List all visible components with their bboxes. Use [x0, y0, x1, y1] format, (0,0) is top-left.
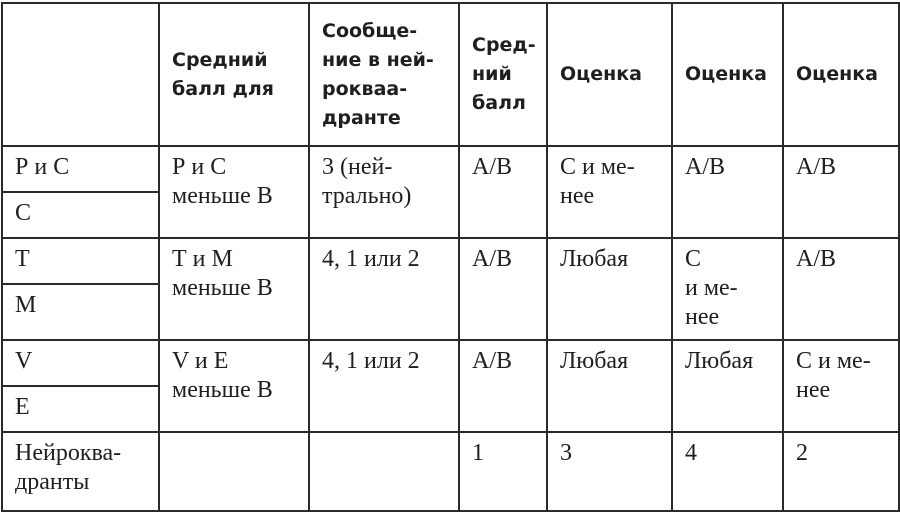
table-cell: C и ме- нее — [783, 340, 899, 432]
header-average-for: Средний балл для — [159, 3, 309, 146]
table-cell: Любая — [547, 238, 672, 340]
neuroquadrant-table — [1, 2, 900, 512]
table-cell: 4, 1 или 2 — [309, 238, 459, 340]
table-cell: 4 — [672, 432, 783, 511]
table-cell: 3 — [547, 432, 672, 511]
table-cell: C и ме- нее — [547, 146, 672, 238]
table-cell — [309, 432, 459, 511]
table-row — [2, 146, 899, 192]
footer-row — [2, 432, 899, 511]
table-cell: 3 (ней- трально) — [309, 146, 459, 238]
table-cell: A/B — [459, 238, 547, 340]
table-cell: A/B — [459, 340, 547, 432]
header-message: Сообще- ние в ней- рокваа- дранте — [309, 3, 459, 146]
header-row — [2, 3, 899, 146]
row-label: М — [2, 284, 159, 340]
table-cell: 2 — [783, 432, 899, 511]
header-grade-1: Оценка — [547, 3, 672, 146]
table-row — [2, 340, 899, 386]
row-label: V — [2, 340, 159, 386]
header-grade-2: Оценка — [672, 3, 783, 146]
row-label: С — [2, 192, 159, 238]
row-label: Р и С — [2, 146, 159, 192]
footer-label: Нейроква- дранты — [2, 432, 159, 511]
header-grade-3: Оценка — [783, 3, 899, 146]
table-cell: V и E меньше В — [159, 340, 309, 432]
header-average-score: Сред- ний балл — [459, 3, 547, 146]
table-cell: Т и М меньше В — [159, 238, 309, 340]
table-cell: C и ме- нее — [672, 238, 783, 340]
table-cell: A/B — [672, 146, 783, 238]
row-label: Т — [2, 238, 159, 284]
table-cell: A/B — [783, 146, 899, 238]
header-empty — [2, 3, 159, 146]
row-label: E — [2, 386, 159, 432]
table-cell: 4, 1 или 2 — [309, 340, 459, 432]
table-cell: Р и С меньше В — [159, 146, 309, 238]
table-cell: Любая — [547, 340, 672, 432]
table-cell: A/B — [783, 238, 899, 340]
table-cell — [159, 432, 309, 511]
table-cell: A/B — [459, 146, 547, 238]
table-cell: 1 — [459, 432, 547, 511]
table-cell: Любая — [672, 340, 783, 432]
table-row — [2, 238, 899, 284]
